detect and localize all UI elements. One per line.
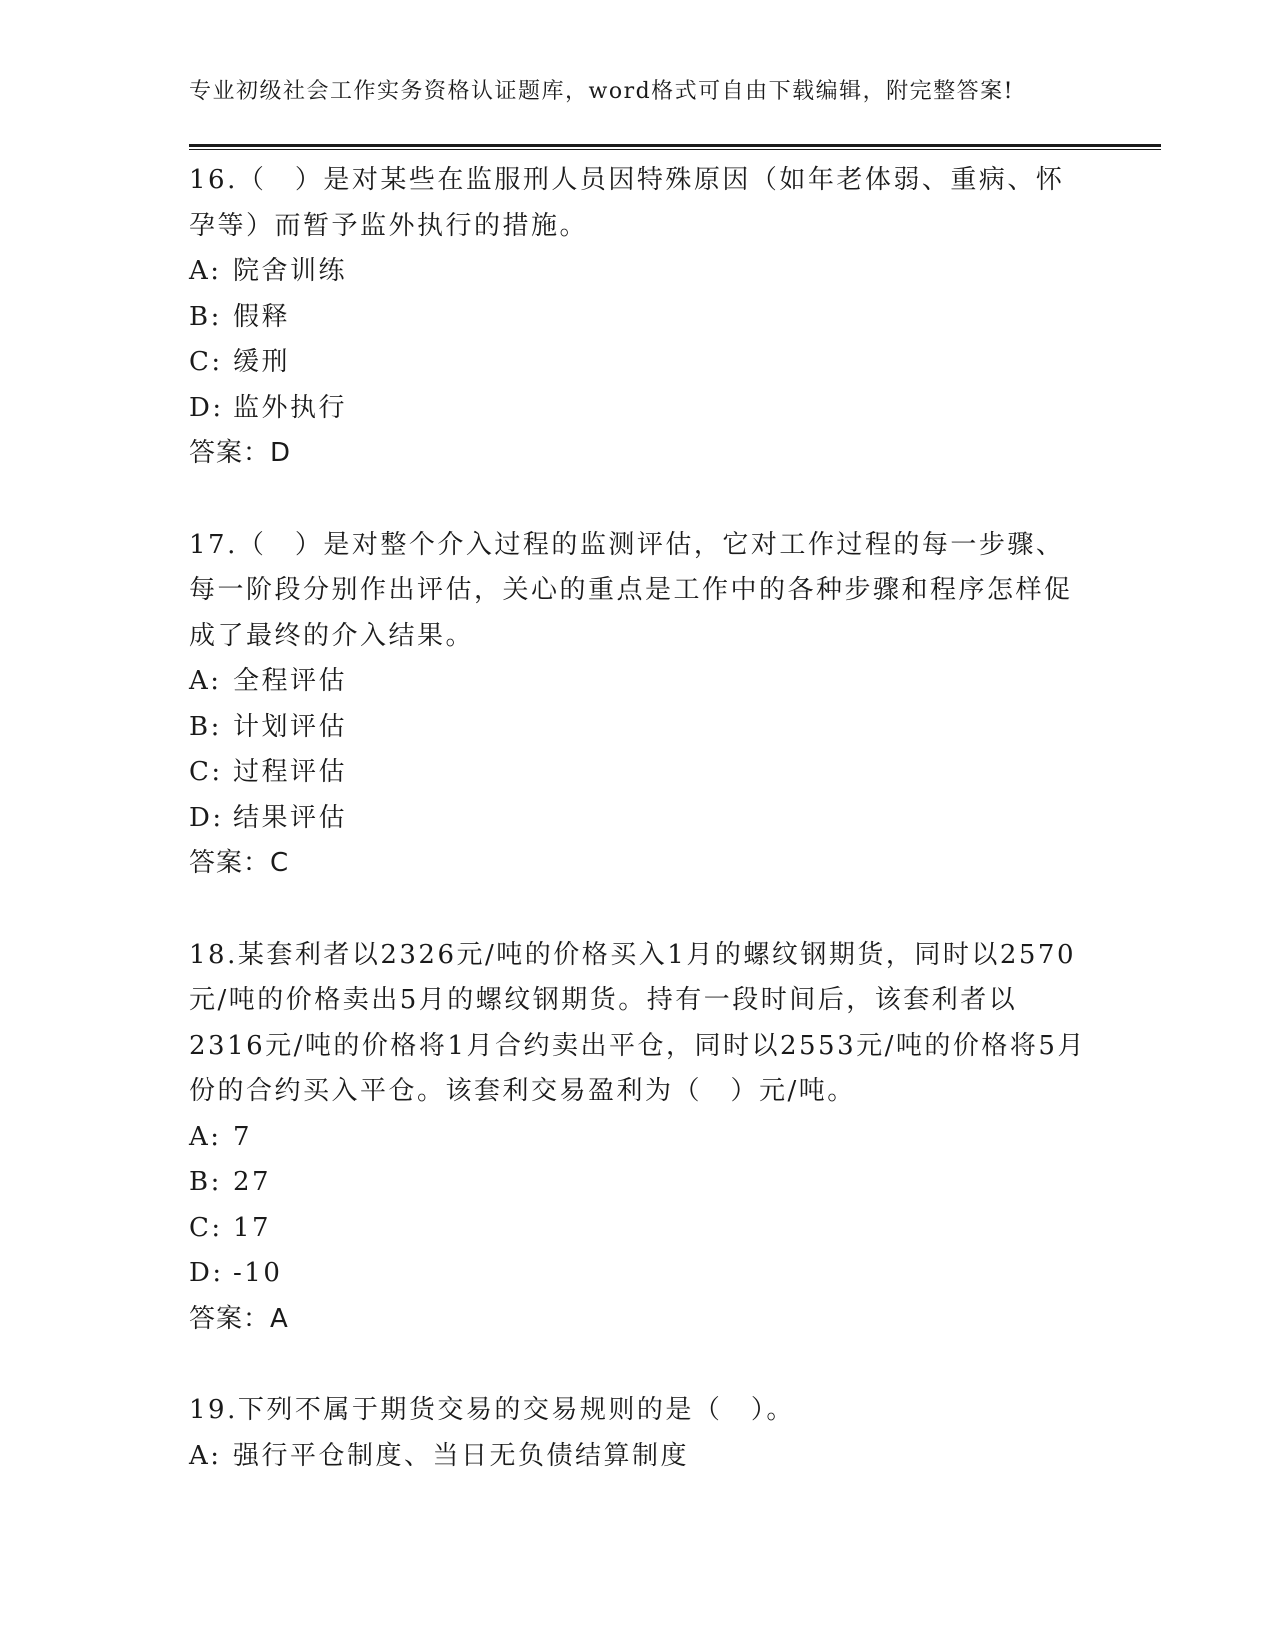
option-c xyxy=(189,750,1089,796)
option-a xyxy=(189,1115,1089,1161)
option-d xyxy=(189,1251,1089,1297)
option-a xyxy=(189,249,1089,295)
option-b xyxy=(189,295,1089,341)
option-text: -10 xyxy=(233,1258,283,1288)
option-letter: A: xyxy=(189,1440,222,1471)
option-a xyxy=(189,659,1089,705)
option-text: 27 xyxy=(233,1167,272,1197)
option-b xyxy=(189,705,1089,751)
answer-line: 答案：A xyxy=(189,1303,289,1334)
option-text: 17 xyxy=(233,1212,272,1243)
answer-line: 答案：C xyxy=(189,848,290,878)
option-text: 强行平仓制度、当日无负债结算制度 xyxy=(233,1440,690,1471)
option-letter: A: xyxy=(189,256,222,286)
option-text: 计划评估 xyxy=(233,711,348,742)
option-a xyxy=(189,1434,1089,1480)
option-letter: C: xyxy=(189,757,223,787)
question-19 xyxy=(189,1388,1089,1479)
question-stem: 17.（ ）是对整个介入过程的监测评估，它对工作过程的每一步骤、每一阶段分别作出评估，关心的重点是工作中的各种步骤和程序怎样促成了最终的介入结果。 xyxy=(189,529,1073,651)
option-letter: A: xyxy=(189,666,222,696)
option-letter: D: xyxy=(189,1258,224,1288)
option-c xyxy=(189,340,1089,386)
option-b xyxy=(189,1160,1089,1206)
option-d xyxy=(189,796,1089,842)
option-letter: C: xyxy=(189,347,223,377)
question-16 xyxy=(189,158,1089,477)
option-d xyxy=(189,386,1089,432)
option-text: 监外执行 xyxy=(233,392,348,423)
option-letter: D: xyxy=(189,392,224,423)
option-letter: D: xyxy=(189,802,224,833)
option-text: 结果评估 xyxy=(233,802,348,833)
option-text: 假释 xyxy=(233,301,291,332)
option-text: 院舍训练 xyxy=(233,256,348,286)
option-letter: B: xyxy=(189,1167,222,1197)
question-stem: 16.（ ）是对某些在监服刑人员因特殊原因（如年老体弱、重病、怀孕等）而暂予监外执行的措施。 xyxy=(189,165,1065,241)
option-text: 过程评估 xyxy=(233,757,348,787)
option-text: 7 xyxy=(233,1121,253,1152)
option-c xyxy=(189,1206,1089,1252)
option-letter: B: xyxy=(189,711,222,742)
question-17 xyxy=(189,523,1089,887)
question-18 xyxy=(189,933,1089,1343)
question-list xyxy=(189,158,1089,1525)
answer-line: 答案：D xyxy=(189,438,292,468)
option-text: 全程评估 xyxy=(233,666,348,696)
option-text: 缓刑 xyxy=(233,347,291,377)
question-stem: 18.某套利者以2326元/吨的价格买入1月的螺纹钢期货，同时以2570元/吨的价格卖出5月的螺纹钢期货。持有一段时间后，该套利者以2316元/吨的价格将1月合约卖出平仓，同时以2553元/吨的价格将5月份的合约买入平仓。该套利交易盈利为（ ）元/吨。 xyxy=(189,939,1086,1106)
page-header: 专业初级社会工作实务资格认证题库，word格式可自由下载编辑，附完整答案! xyxy=(189,79,1015,104)
option-letter: B: xyxy=(189,301,222,332)
option-letter: A: xyxy=(189,1121,222,1152)
header-divider xyxy=(189,144,1161,150)
question-stem: 19.下列不属于期货交易的交易规则的是（ ）。 xyxy=(189,1395,795,1425)
option-letter: C: xyxy=(189,1212,223,1243)
